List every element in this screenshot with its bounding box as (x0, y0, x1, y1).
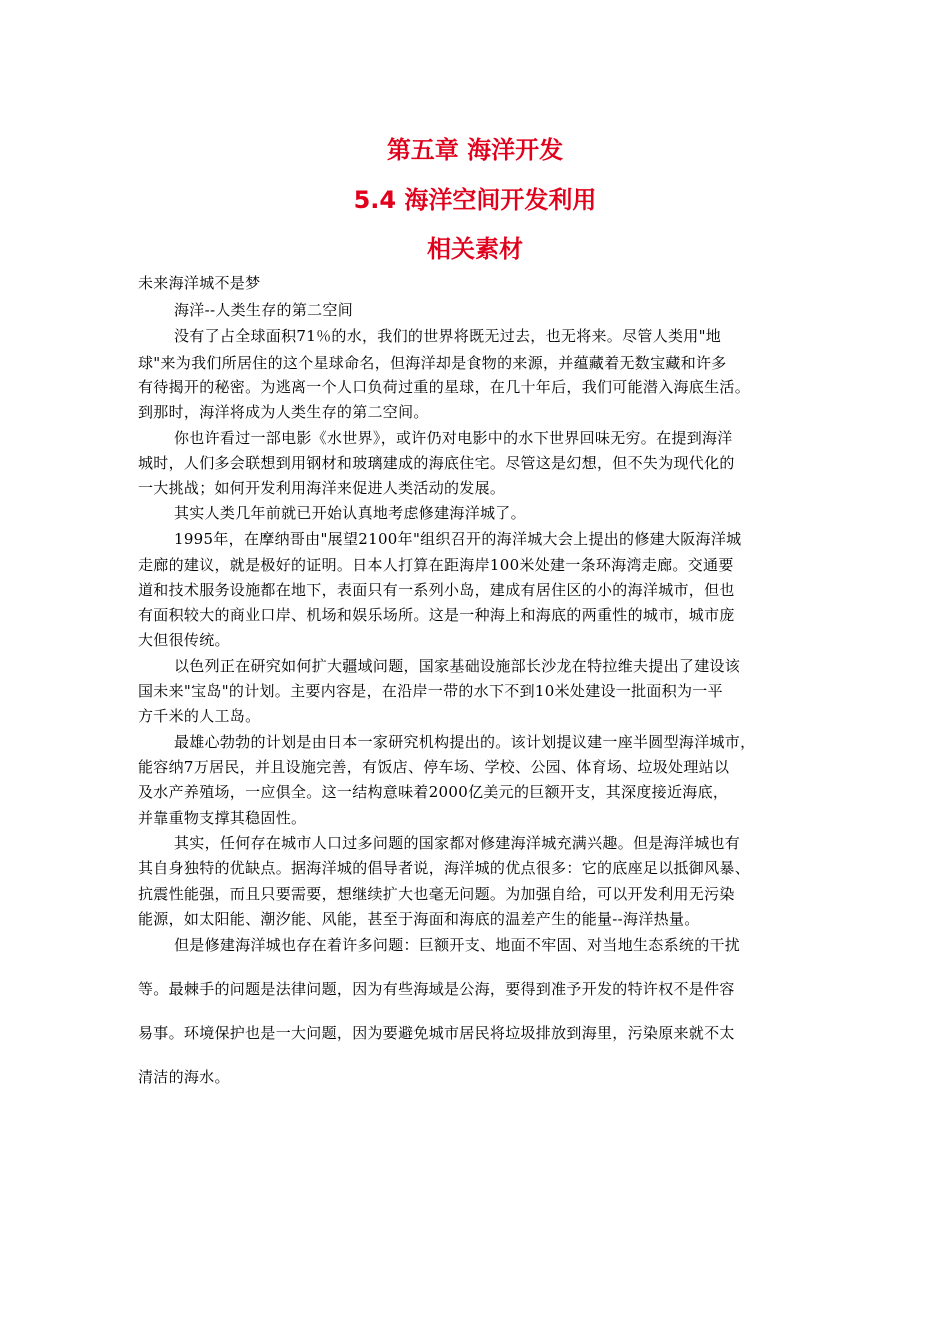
body-line: 其实，任何存在城市人口过多问题的国家都对修建海洋城充满兴趣。但是海洋城也有 (174, 834, 741, 852)
body-line: 但是修建海洋城也存在着许多问题：巨额开支、地面不牢固、对当地生态系统的干扰 (174, 936, 741, 954)
article-subheadline: 海洋--人类生存的第二空间 (174, 301, 354, 319)
body-line: 走廊的建议，就是极好的证明。日本人打算在距海岸100米处建一条环海湾走廊。交通要 (138, 556, 734, 574)
section-title: 5.4 海洋空间开发利用 (353, 186, 597, 214)
body-line: 大但很传统。 (138, 631, 230, 649)
body-line: 1995年，在摩纳哥由"展望2100年"组织召开的海洋城大会上提出的修建大阪海洋城 (174, 530, 742, 548)
body-line: 能源，如太阳能、潮汐能、风能，甚至于海面和海底的温差产生的能量--海洋热量。 (138, 910, 700, 928)
body-line: 最雄心勃勃的计划是由日本一家研究机构提出的。该计划提议建一座半圆型海洋城市， (174, 733, 756, 751)
body-line: 城时，人们多会联想到用钢材和玻璃建成的海底住宅。尽管这是幻想，但不失为现代化的 (138, 454, 735, 472)
article-headline: 未来海洋城不是梦 (138, 274, 261, 292)
body-line: 抗震性能强，而且只要需要，想继续扩大也毫无问题。为加强自给，可以开发利用无污染 (138, 885, 735, 903)
body-line: 清洁的海水。 (138, 1068, 230, 1086)
body-line: 到那时，海洋将成为人类生存的第二空间。 (138, 403, 429, 421)
body-line: 球"来为我们所居住的这个星球命名，但海洋却是食物的来源，并蕴藏着无数宝藏和许多 (138, 354, 727, 372)
body-line: 有面积较大的商业口岸、机场和娱乐场所。这是一种海上和海底的两重性的城市，城市庞 (138, 606, 735, 624)
body-line: 没有了占全球面积71％的水，我们的世界将既无过去，也无将来。尽管人类用"地 (174, 327, 722, 345)
body-line: 及水产养殖场，一应俱全。这一结构意味着2000亿美元的巨额开支，其深度接近海底， (138, 783, 729, 801)
body-line: 以色列正在研究如何扩大疆域问题，国家基础设施部长沙龙在特拉维夫提出了建设该 (174, 657, 741, 675)
body-line: 并靠重物支撑其稳固性。 (138, 809, 307, 827)
body-line: 能容纳7万居民，并且设施完善，有饭店、停车场、学校、公园、体育场、垃圾处理站以 (138, 758, 730, 776)
body-line: 道和技术服务设施都在地下，表面只有一系列小岛，建成有居住区的小的海洋城市，但也 (138, 581, 735, 599)
subtitle: 相关素材 (427, 235, 523, 263)
body-line: 一大挑战；如何开发利用海洋来促进人类活动的发展。 (138, 479, 506, 497)
body-line: 易事。环境保护也是一大问题，因为要避免城市居民将垃圾排放到海里，污染原来就不太 (138, 1024, 735, 1042)
body-line: 其自身独特的优缺点。据海洋城的倡导者说，海洋城的优点很多：它的底座足以抵御风暴、 (138, 859, 751, 877)
body-line: 方千米的人工岛。 (138, 707, 261, 725)
body-line: 有待揭开的秘密。为逃离一个人口负荷过重的星球，在几十年后，我们可能潜入海底生活。 (138, 378, 751, 396)
body-line: 等。最棘手的问题是法律问题，因为有些海域是公海，要得到准予开发的特许权不是件容 (138, 980, 735, 998)
body-line: 你也许看过一部电影《水世界》，或许仍对电影中的水下世界回味无穷。在提到海洋 (174, 429, 733, 447)
chapter-title: 第五章 海洋开发 (386, 136, 564, 164)
body-line: 其实人类几年前就已开始认真地考虑修建海洋城了。 (174, 504, 526, 522)
body-line: 国未来"宝岛"的计划。主要内容是，在沿岸一带的水下不到10米处建设一批面积为一平 (138, 682, 723, 700)
